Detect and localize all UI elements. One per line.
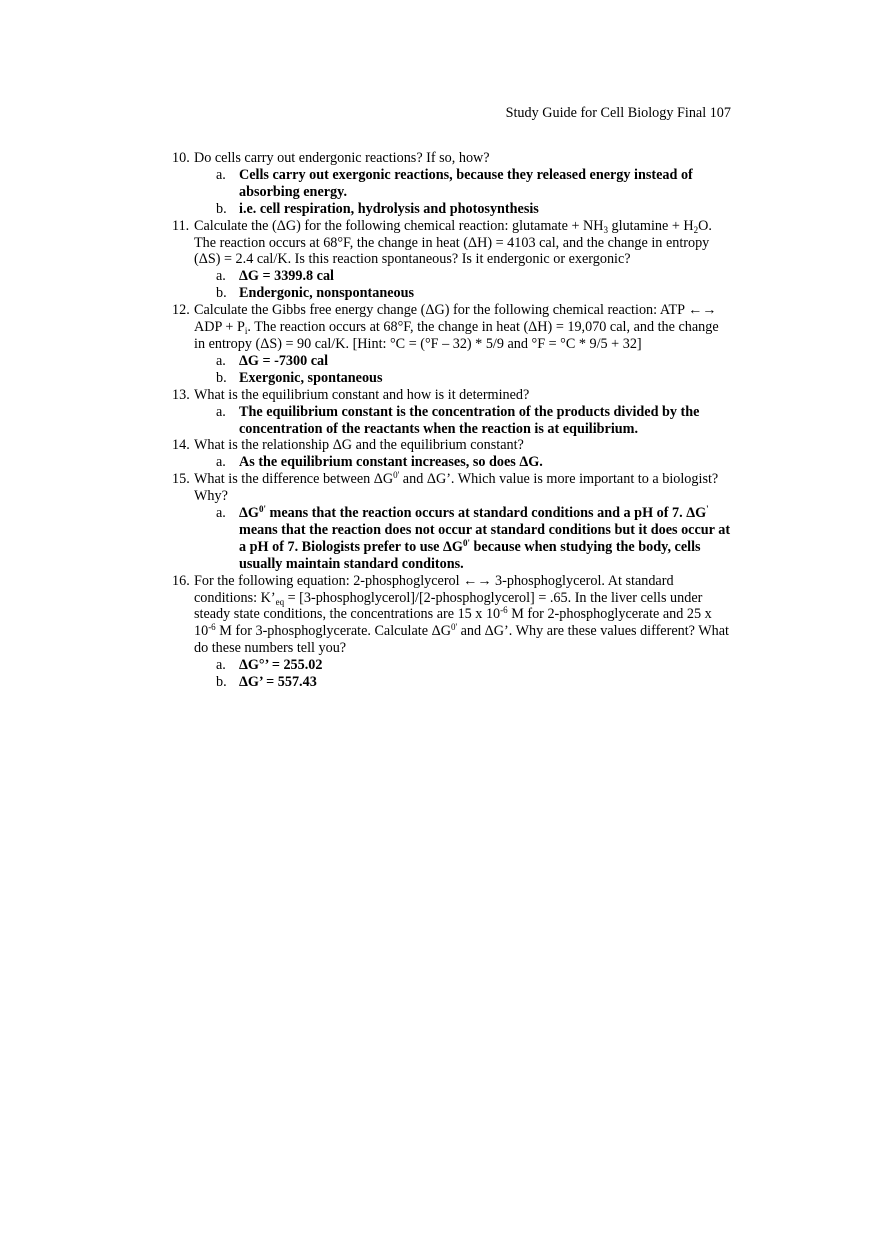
answer-list (194, 505, 732, 573)
answer-item (194, 201, 732, 218)
question-text-part: For the following equation: 2-phosphoglycerol ←→ 3-phosphoglycerol. At standard conditions: K’ (194, 572, 674, 606)
question-text (194, 218, 712, 268)
answer-item (194, 454, 732, 471)
answer-item (194, 353, 732, 370)
question-number: 15. (172, 471, 190, 488)
answer-letter: b. (216, 285, 227, 302)
question-number: 12. (172, 302, 190, 319)
question-text-part: M for 3-phosphoglycerate. Calculate ΔG (215, 623, 451, 640)
question-number: 10. (172, 150, 190, 166)
superscript: ' (706, 504, 709, 515)
answer-text: ΔG°’ = 255.02 (239, 657, 323, 674)
answer-item (194, 370, 732, 387)
answer-letter: b. (216, 674, 227, 691)
question-number: 14. (172, 437, 190, 454)
answer-letter: b. (216, 200, 227, 217)
question-11 (172, 218, 732, 303)
superscript: 0' (450, 622, 458, 633)
answer-item (194, 404, 732, 438)
running-head: Study Guide for Cell Biology Final 107 (505, 105, 731, 121)
question-text-part: = [3-phosphoglycerol]/[2-phosphoglycerol] = .65. In the liver cells under steady state conditions, the concentrations are 15 x 10 (194, 589, 703, 623)
answer-text: ΔG = 3399.8 cal (239, 268, 335, 285)
answer-letter: a. (216, 268, 226, 285)
question-text (194, 471, 718, 504)
answer-text: Endergonic, nonspontaneous (239, 285, 415, 302)
question-text-part: . The reaction occurs at 68°F, the change in heat (ΔH) = 19,070 cal, and the change in entropy (ΔS) = 90 cal/K. [Hint: °C = (°F – 32) * 5/9 and °F = °C * 9/5 + 32] (194, 319, 719, 352)
answer-letter: a. (216, 352, 226, 369)
question-15 (172, 471, 732, 572)
question-13 (172, 387, 732, 438)
superscript: 0' (462, 537, 470, 548)
answer-text: As the equilibrium constant increases, so does ΔG. (239, 454, 543, 471)
question-text: What is the relationship ΔG and the equilibrium constant? (194, 437, 524, 454)
subscript: 3 (603, 224, 608, 235)
question-text (194, 302, 719, 352)
answer-list (194, 657, 732, 691)
answer-list (194, 454, 732, 471)
answer-list (194, 167, 732, 218)
answer-list (194, 268, 732, 302)
superscript: -6 (500, 605, 508, 616)
question-text-part: M for 2-phosphoglycerate and 25 x 10 (194, 606, 712, 640)
answer-letter: b. (216, 369, 227, 386)
answer-item (194, 505, 732, 573)
question-text-part: Calculate the (ΔG) for the following chemical reaction: glutamate + NH (194, 217, 604, 234)
answer-list (194, 404, 732, 438)
answer-letter: a. (216, 166, 226, 183)
question-text-part: Calculate the Gibbs free energy change (ΔG) for the following chemical reaction: ATP ←→ ADP + P (194, 302, 717, 336)
answer-text (239, 505, 730, 572)
answer-list (194, 353, 732, 387)
answer-item (194, 285, 732, 302)
question-text: What is the equilibrium constant and how is it determined? (194, 386, 530, 403)
question-14 (172, 437, 732, 471)
question-list (172, 150, 732, 691)
answer-item (194, 674, 732, 691)
question-10 (172, 150, 732, 218)
question-text-part: glutamine + H (608, 217, 694, 234)
answer-item (194, 268, 732, 285)
answer-item (194, 167, 732, 201)
question-number: 13. (172, 386, 190, 403)
question-text-part: O. The reaction occurs at 68°F, the change in heat (ΔH) = 4103 cal, and the change in entropy (ΔS) = 2.4 cal/K. Is this reaction spontaneous? Is it endergonic or exergonic? (194, 217, 712, 268)
superscript: 0' (393, 470, 400, 481)
answer-item (194, 657, 732, 674)
subscript: i (244, 326, 248, 337)
answer-letter: a. (216, 403, 226, 420)
answer-text: i.e. cell respiration, hydrolysis and photosynthesis (239, 200, 539, 217)
question-text-part: and ΔG’. Which value is more important to a biologist? Why? (194, 471, 719, 505)
answer-text-part: because when studying the body, cells usually maintain standard conditons. (239, 538, 701, 572)
question-number: 16. (172, 572, 190, 589)
answer-letter: a. (216, 657, 226, 674)
question-text: Do cells carry out endergonic reactions? If so, how? (194, 150, 490, 166)
subscript: eq (275, 596, 285, 607)
answer-text: The equilibrium constant is the concentration of the products divided by the concentration of the reactants when the reaction is at equilibrium. (239, 403, 700, 437)
question-16 (172, 573, 732, 691)
question-text-part: What is the difference between ΔG (194, 471, 394, 488)
answer-text: ΔG’ = 557.43 (239, 674, 317, 691)
answer-letter: a. (216, 505, 226, 522)
answer-text-part: means that the reaction occurs at standard conditions and a pH of 7. ΔG (265, 505, 707, 522)
question-text-part: and ΔG’. Why are these values different? What do these numbers tell you? (194, 623, 729, 657)
answer-letter: a. (216, 454, 226, 471)
question-number: 11. (172, 217, 190, 234)
subscript: 2 (693, 224, 699, 235)
answer-text: Exergonic, spontaneous (239, 369, 383, 386)
question-12 (172, 302, 732, 387)
answer-text: ΔG = -7300 cal (239, 352, 329, 369)
answer-text-part: ΔG (239, 505, 259, 522)
answer-text: Cells carry out exergonic reactions, because they released energy instead of absorbing energy. (239, 166, 693, 200)
question-text (194, 573, 729, 657)
superscript: -6 (208, 622, 216, 633)
answer-text-part: means that the reaction does not occur at standard conditions but it does occur at a pH of 7. Biologists prefer to use ΔG (239, 521, 731, 555)
superscript: 0' (258, 504, 266, 515)
